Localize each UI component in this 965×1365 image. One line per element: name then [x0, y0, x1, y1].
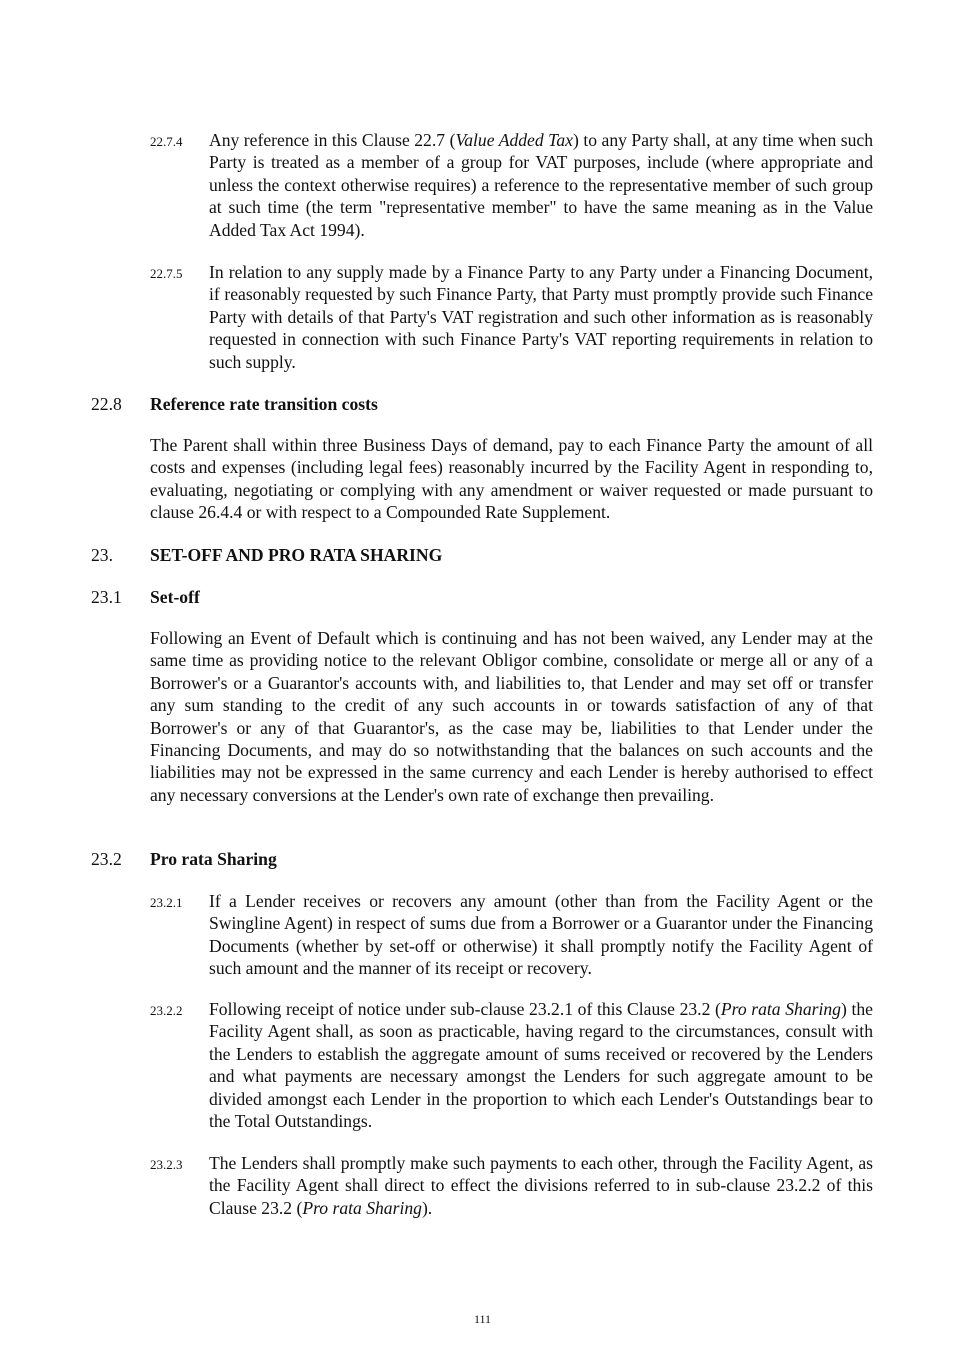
page-number: 111 [473, 1312, 492, 1326]
clause-number: 23.2.2 [150, 1003, 183, 1018]
clause-number: 23.1 [91, 587, 122, 607]
clause-text: The Lenders shall promptly make such payments to each other, through the Facility Agent, as the Facility Agent shall direct to effect the divisions referred to in sub-clause 23.2.2 of this Clause 23.2 (Pro rata Sharing). [209, 1153, 873, 1218]
clause-text: Any reference in this Clause 22.7 (Value Added Tax) to any Party shall, at any time when such Party is treated as a member of a group for VAT purposes, include (where appropriate and unless the context otherwise requires) a reference to the representative member of such group at such time (the term "representative member" to have the same meaning as in the Value Added Tax Act 1994). [209, 130, 873, 240]
clause-heading: Pro rata Sharing [150, 849, 277, 869]
section-heading: SET-OFF AND PRO RATA SHARING [150, 545, 443, 565]
clause-number: 23.2.1 [150, 895, 183, 910]
clause-number: 22.7.4 [150, 134, 183, 149]
clause-heading: Set-off [150, 587, 200, 607]
clause-text: The Parent shall within three Business Days of demand, pay to each Finance Party the amount of all costs and expenses (including legal fees) reasonably incurred by the Facility Agent in responding to, evaluating, negotiating or complying with any amendment or waiver requested or made pursuant to clause 26.4.4 or with respect to a Compounded Rate Supplement. [150, 435, 873, 523]
clause-text: Following an Event of Default which is continuing and has not been waived, any Lender may at the same time as providing notice to the relevant Obligor combine, consolidate or merge all or any of a Borrower's or a Guarantor's accounts with, and liabilities to, that Lender and may set off or transfer any sum standing to the credit of any such accounts in or towards satisfaction of any of that Borrower's or any of that Guarantor's, as the case may be, liabilities to that Lender under the Financing Documents, and may do so notwithstanding that the balances on such accounts and the liabilities may not be expressed in the same currency and each Lender is hereby authorised to effect any necessary conversions at the Lender's own rate of exchange then prevailing. [150, 628, 873, 805]
clause-text: If a Lender receives or recovers any amount (other than from the Facility Agent or the Swingline Agent) in respect of sums due from a Borrower or a Guarantor under the Financing Documents (whether by set-off or otherwise) it shall promptly notify the Facility Agent of such amount and the manner of its receipt or recovery. [209, 891, 873, 979]
clause-number: 23.2.3 [150, 1157, 183, 1172]
clause-text: In relation to any supply made by a Finance Party to any Party under a Financing Document, if reasonably requested by such Finance Party, that Party must promptly provide such Finance Party with details of that Party's VAT registration and such other information as is reasonably requested in connection with such Finance Party's VAT reporting requirements in relation to such supply. [209, 262, 873, 372]
clause-heading: Reference rate transition costs [150, 394, 378, 414]
clause-number: 22.8 [91, 394, 122, 414]
clause-number: 23. [91, 545, 113, 565]
clause-text: Following receipt of notice under sub-clause 23.2.1 of this Clause 23.2 (Pro rata Sharing) the Facility Agent shall, as soon as practicable, having regard to the circumstances, consult with the Lenders to establish the aggregate amount of sums received or recovered by the Lenders and what payments are necessary amongst the Lenders for such aggregate amount to be divided amongst each Lender in the proportion to which each Lender's Outstandings bear to the Total Outstandings. [209, 999, 873, 1132]
clause-number: 23.2 [91, 849, 122, 869]
clause-number: 22.7.5 [150, 266, 183, 281]
